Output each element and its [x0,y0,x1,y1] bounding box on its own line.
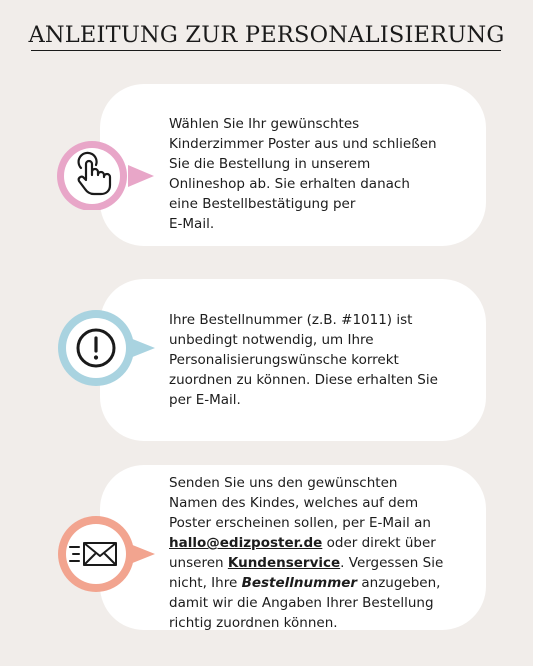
step-1-line: E-Mail. [169,216,215,232]
step-2-line: per E-Mail. [169,392,241,408]
step-3-line-text: oder direkt über [322,535,436,551]
email-link[interactable]: hallo@edizposter.de [169,535,323,551]
step-3-line: damit wir die Angaben Ihrer Bestellung [169,595,434,611]
step-1-line: eine Bestellbestätigung per [169,196,356,212]
step-1-line: Wählen Sie Ihr gewünschtes [169,116,360,132]
step-3-line: Poster erscheinen sollen, per E-Mail an [169,515,431,531]
step-3-line [169,533,469,553]
step-2-badge [50,306,160,390]
step-3-text [169,473,469,633]
step-2-line: zuordnen zu können. Diese erhalten Sie [169,372,438,388]
step-3-line-text: unseren [169,555,228,571]
step-3-line: Namen des Kindes, welches auf dem [169,495,419,511]
step-3-line [169,573,469,593]
step-2-line: unbedingt notwendig, um Ihre [169,332,374,348]
step-3-line: Senden Sie uns den gewünschten [169,475,398,491]
step-1-line: Sie die Bestellung in unserem [169,156,371,172]
step-1-line: Onlineshop ab. Sie erhalten danach [169,176,410,192]
step-2-text [169,310,469,410]
step-3-line [169,553,469,573]
order-number-emphasis: Bestellnummer [241,575,358,591]
step-3-line-text: anzugeben, [357,575,441,591]
page-title: ANLEITUNG ZUR PERSONALISIERUNG [28,22,505,48]
step-3-badge [50,512,160,596]
kundenservice-link[interactable]: Kundenservice [227,555,341,571]
step-1-text [169,114,469,234]
step-3-line-text: . Vergessen Sie [340,555,444,571]
step-3-line-text: nicht, Ihre [169,575,242,591]
step-2-line: Personalisierungswünsche korrekt [169,352,399,368]
step-3-line: richtig zuordnen können. [169,615,338,631]
step-2-line: Ihre Bestellnummer (z.B. #1011) ist [169,312,413,328]
step-1-badge [50,134,160,210]
step-1-line: Kinderzimmer Poster aus und schließen [169,136,437,152]
title-underline [31,50,501,51]
